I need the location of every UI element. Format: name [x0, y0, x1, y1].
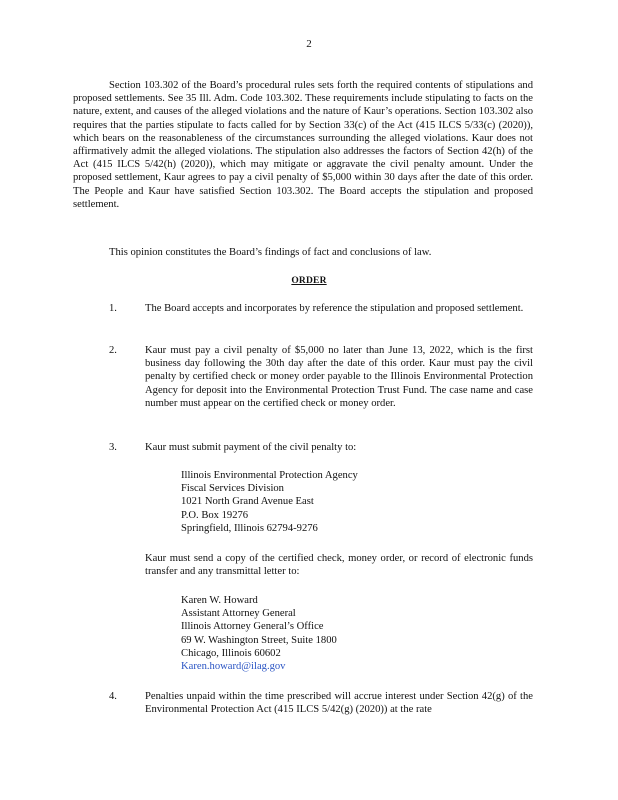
attorney-title: Assistant Attorney General [181, 608, 296, 620]
order-heading: ORDER [291, 276, 327, 286]
address-line: P.O. Box 19276 [181, 509, 249, 521]
attorney-office: Illinois Attorney General’s Office [181, 621, 324, 633]
address-line: 1021 North Grand Avenue East [181, 496, 314, 508]
copy-instruction: Kaur must send a copy of the certified check, money order, or record of electronic funds transfer and any transmittal letter to: [145, 553, 533, 578]
attorney-city: Chicago, Illinois 60602 [181, 647, 281, 659]
attorney-name: Karen W. Howard [181, 595, 258, 606]
attorney-street: 69 W. Washington Street, Suite 1800 [181, 634, 337, 646]
attorney-email-link[interactable]: Karen.howard@ilag.gov [181, 661, 286, 673]
stipulation-paragraph: Section 103.302 of the Board’s procedural rules sets forth the required contents of stipulations and proposed settlements. See 35 Ill. Adm. Code 103.302. These requirements include stipulating to facts on the nature, extent, and causes of the alleged violations and the nature of Kaur’s operations. Section 103.302 also requires that the parties stipulate to facts called for by Section 33(c) of the Act (415 ILCS 5/33(c) (2020)), which bears on the reasonableness of the circumstances surrounding the alleged violations. Kaur does not affirmatively admit the alleged violations. The stipulation also addresses the factors of Section 42(h) of the Act (415 ILCS 5/42(h) (2020)), which may mitigate or aggravate the civil penalty amount. Under the proposed settlement, Kaur agrees to pay a civil penalty of $5,000 within 30 days after the date of this order. The People and Kaur have satisfied Section 103.302. The Board accepts the stipulation and proposed settlement. [73, 80, 533, 210]
address-line: Fiscal Services Division [181, 483, 284, 495]
address-line: Springfield, Illinois 62794-9276 [181, 522, 318, 534]
order-item-text: Kaur must pay a civil penalty of $5,000 no later than June 13, 2022, which is the first business day following the 30th day after the date of this order. Kaur must pay the civil penalty by certified check or money order payable to the Illinois Environmental Protection Agency for deposit into the Environmental Protection Trust Fund. The case name and case number must appear on the certified check or money order. [145, 345, 533, 409]
fiscal-services-address [181, 469, 358, 535]
address-line: Illinois Environmental Protection Agency [181, 470, 358, 481]
order-item-text: The Board accepts and incorporates by reference the stipulation and proposed settlement. [145, 303, 524, 314]
page-number: 2 [306, 38, 312, 50]
findings-paragraph: This opinion constitutes the Board’s findings of fact and conclusions of law. [109, 247, 432, 258]
order-item-text: Kaur must submit payment of the civil penalty to: [145, 442, 357, 453]
order-item-number: 2. [109, 345, 117, 356]
order-item-number: 4. [109, 691, 117, 702]
order-item-number: 3. [109, 442, 117, 453]
order-item-number: 1. [109, 303, 117, 314]
order-item-text: Penalties unpaid within the time prescribed will accrue interest under Section 42(g) of the Environmental Protection Act (415 ILCS 5/42(g) (2020)) at the rate [145, 691, 533, 716]
attorney-address [181, 594, 337, 673]
